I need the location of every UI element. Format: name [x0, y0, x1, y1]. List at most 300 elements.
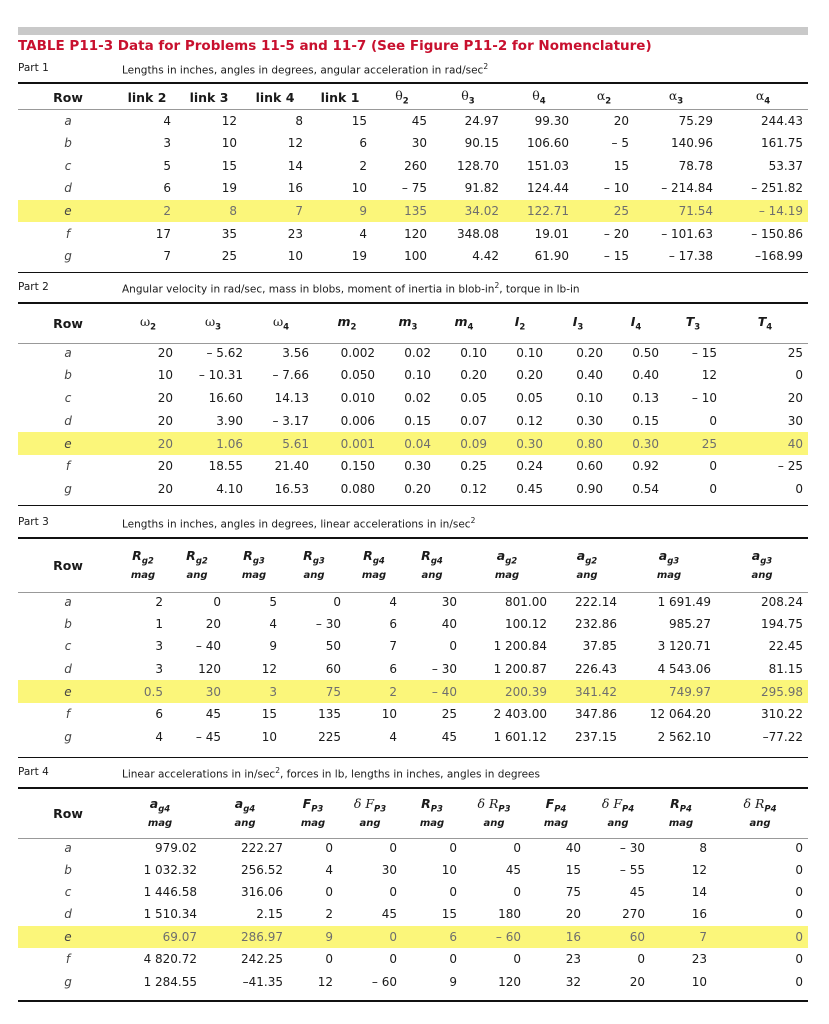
- part4-cell: 40: [565, 841, 581, 856]
- part4-cell: 0: [795, 907, 803, 922]
- part2-cell: 0.40: [576, 368, 603, 383]
- part3-cell: 4: [389, 595, 397, 610]
- part2-cell: 10: [157, 368, 173, 383]
- part4-cell: 256.52: [241, 862, 283, 877]
- part1-cell: 5: [163, 158, 171, 173]
- part1-row-e: [18, 200, 808, 223]
- part3-header-rule: [18, 592, 808, 593]
- part1-cell: 45: [411, 114, 427, 129]
- part3-label: Part 3: [18, 516, 49, 528]
- part4-cell: 8: [699, 841, 707, 856]
- part2-col-header: $I_4$: [630, 313, 642, 333]
- part3-cell: 749.97: [622, 680, 716, 703]
- part1-cell: 25: [221, 249, 237, 264]
- part1-row-label: e: [18, 200, 118, 223]
- part4-cell: 1 284.55: [143, 974, 197, 989]
- part4-cell: 0: [325, 841, 333, 856]
- part1-label: Part 1: [18, 62, 49, 74]
- part1-cell: – 17.38: [668, 249, 713, 264]
- part2-col-header: $I_3$: [572, 313, 584, 333]
- part1-cell: – 101.63: [661, 226, 713, 241]
- part4-cell: 15: [565, 862, 581, 877]
- part1-col-header: link 1: [320, 89, 360, 105]
- part3-col-header: $R_{g2}$ ang: [186, 548, 208, 581]
- part2-cell: 0.20: [404, 482, 431, 497]
- part4-cell: 0: [338, 926, 402, 948]
- part4-cell: 2.15: [256, 907, 283, 922]
- part4-cell: 120: [498, 974, 521, 989]
- part3-cell: 120: [198, 662, 221, 677]
- part2-col-header: $\omega_4$: [272, 313, 290, 333]
- part1-cell: – 15: [603, 249, 629, 264]
- part3-cell: 135: [318, 707, 341, 722]
- part3-cell: 2: [346, 680, 402, 703]
- part2-cell: 0.15: [404, 413, 431, 428]
- part2-cell: 5.61: [248, 432, 314, 455]
- part1-top-rule: [18, 82, 808, 84]
- part3-cell: 0.5: [118, 680, 168, 703]
- part2-cell: 0.12: [516, 413, 543, 428]
- top-bar: [18, 27, 808, 35]
- part2-row-b: [18, 364, 808, 387]
- part2-cell: 14.13: [274, 390, 309, 405]
- part1-row-label: g: [64, 249, 72, 264]
- part1-cell: 8: [176, 200, 242, 223]
- part2-col-header: Row: [53, 315, 83, 331]
- part4-cell: 222.27: [241, 841, 283, 856]
- part2-cell: 0: [709, 413, 717, 428]
- part2-cell: 20: [118, 432, 178, 455]
- part4-cell: 4: [325, 862, 333, 877]
- part1-cell: 244.43: [761, 114, 803, 129]
- part2-header-rule: [18, 343, 808, 344]
- part4-row-label: g: [64, 974, 72, 989]
- part3-row-label: c: [64, 639, 72, 654]
- part2-cell: 0.10: [516, 346, 543, 361]
- part1-cell: 34.02: [432, 200, 504, 223]
- part2-cell: 0.30: [576, 413, 603, 428]
- part1-col-header: Row: [53, 89, 83, 105]
- part2-cell: 0.001: [314, 432, 380, 455]
- part2-cell: 25: [664, 432, 722, 455]
- part2-cell: 0.150: [340, 459, 375, 474]
- part4-cell: 316.06: [241, 884, 283, 899]
- part4-cell: 0: [637, 952, 645, 967]
- part4-cell: 15: [441, 907, 457, 922]
- part1-cell: 35: [221, 226, 237, 241]
- part2-cell: 0.50: [632, 346, 659, 361]
- part4-col-header: $a_{g4}$ mag: [147, 796, 173, 829]
- part1-header-rule: [18, 109, 808, 110]
- part3-cell: 5: [269, 595, 277, 610]
- part2-col-header: $m_2$: [337, 313, 357, 333]
- part2-cell: 1.06: [178, 432, 248, 455]
- part1-cell: 19: [221, 181, 237, 196]
- part1-cell: 2: [359, 158, 367, 173]
- part1-cell: 8: [295, 114, 303, 129]
- part4-cell: 20: [565, 907, 581, 922]
- part4-row-c: [18, 881, 808, 903]
- part1-cell: 78.78: [678, 158, 713, 173]
- part3-col-header: $R_{g3}$ mag: [241, 548, 267, 581]
- part2-col-header: $T_4$: [757, 313, 773, 333]
- part3-cell: 37.85: [582, 639, 617, 654]
- part1-description: Lengths in inches, angles in degrees, angular acceleration in rad/$\sec^2$: [122, 62, 489, 77]
- part3-cell: 208.24: [761, 595, 803, 610]
- part2-cell: 20: [787, 390, 803, 405]
- part1-cell: 2: [118, 200, 176, 223]
- part3-cell: 1 200.84: [493, 639, 547, 654]
- part2-cell: 0.90: [576, 482, 603, 497]
- part3-row-d: [18, 658, 808, 681]
- part4-cell: 0: [389, 884, 397, 899]
- part3-cell: 6: [389, 662, 397, 677]
- part2-cell: 0.010: [340, 390, 375, 405]
- part4-cell: 1 032.32: [143, 862, 197, 877]
- part2-cell: – 3.17: [272, 413, 309, 428]
- part3-cell: 2 562.10: [657, 729, 711, 744]
- part3-row-f: [18, 703, 808, 726]
- part2-row-d: [18, 409, 808, 432]
- part4-cell: 2: [325, 907, 333, 922]
- part3-cell: 60: [325, 662, 341, 677]
- part1-cell: 14: [287, 158, 303, 173]
- part1-cell: 12: [287, 136, 303, 151]
- part4-cell: 45: [629, 884, 645, 899]
- part2-cell: 0.10: [576, 390, 603, 405]
- part4-cell: 0: [449, 841, 457, 856]
- part3-cell: 295.98: [716, 680, 808, 703]
- part1-cell: 10: [351, 181, 367, 196]
- part4-row-d: [18, 903, 808, 925]
- part2-cell: 0.080: [340, 482, 375, 497]
- part4-col-header: $R_{P4}$ mag: [668, 796, 694, 829]
- part1-cell: 75.29: [678, 114, 713, 129]
- part2-label: Part 2: [18, 281, 49, 293]
- part1-cell: 6: [359, 136, 367, 151]
- part3-cell: 15: [261, 707, 277, 722]
- part4-cell: 1 446.58: [143, 884, 197, 899]
- part2-cell: 0.92: [632, 459, 659, 474]
- part2-cell: 0: [709, 482, 717, 497]
- part3-row-a: [18, 590, 808, 613]
- part3-cell: 10: [381, 707, 397, 722]
- part3-cell: 20: [205, 616, 221, 631]
- part3-cell: 4: [155, 729, 163, 744]
- part3-cell: 3: [155, 639, 163, 654]
- part4-cell: 75: [565, 884, 581, 899]
- part1-cell: –168.99: [755, 249, 803, 264]
- part2-cell: 0.80: [548, 432, 608, 455]
- part2-col-header: $I_2$: [514, 313, 526, 333]
- part2-cell: 0.13: [632, 390, 659, 405]
- part2-cell: – 5.62: [206, 346, 243, 361]
- part2-row-a: [18, 341, 808, 364]
- part3-cell: 22.45: [768, 639, 803, 654]
- part4-cell: 0: [795, 841, 803, 856]
- part4-cell: 16: [526, 926, 586, 948]
- part4-header-rule: [18, 838, 808, 839]
- part2-cell: 0: [709, 459, 717, 474]
- part4-cell: 270: [622, 907, 645, 922]
- part2-row-label: b: [64, 368, 72, 383]
- part2-row-label: d: [64, 413, 72, 428]
- part3-cell: – 30: [431, 662, 457, 677]
- part1-cell: 15: [613, 158, 629, 173]
- part4-row-f: [18, 948, 808, 970]
- part2-cell: 0.02: [404, 390, 431, 405]
- part2-cell: 0.05: [460, 390, 487, 405]
- part2-row-label: f: [65, 459, 71, 474]
- part3-cell: 222.14: [575, 595, 617, 610]
- part3-cell: 45: [205, 707, 221, 722]
- part4-col-header: δ $F_{P4}$ ang: [601, 796, 635, 829]
- part4-col-header: δ $R_{P4}$ ang: [743, 796, 777, 829]
- part1-row-label: c: [64, 158, 72, 173]
- part3-cell: 200.39: [462, 680, 552, 703]
- part4-cell: 12: [691, 862, 707, 877]
- part4-cell: 20: [629, 974, 645, 989]
- part4-cell: 0: [325, 952, 333, 967]
- part4-cell: 9: [288, 926, 338, 948]
- part4-row-label: c: [64, 884, 72, 899]
- part2-cell: 0.30: [404, 459, 431, 474]
- part1-cell: 12: [221, 114, 237, 129]
- part3-cell: 75: [282, 680, 346, 703]
- part2-row-label: e: [18, 432, 118, 455]
- part3-col-header: $R_{g4}$ ang: [421, 548, 443, 581]
- part1-row-label: a: [64, 114, 72, 129]
- part4-cell: 9: [449, 974, 457, 989]
- part3-cell: 40: [441, 616, 457, 631]
- part4-col-header: Row: [53, 805, 83, 821]
- part4-cell: 30: [381, 862, 397, 877]
- part1-cell: 4: [359, 226, 367, 241]
- part2-col-header: $\omega_2$: [139, 313, 157, 333]
- part1-cell: 161.75: [761, 136, 803, 151]
- part2-cell: 40: [722, 432, 808, 455]
- part1-cell: 9: [308, 200, 372, 223]
- part3-cell: 1 691.49: [657, 595, 711, 610]
- part1-cell: – 5: [611, 136, 629, 151]
- part4-top-rule: [18, 787, 808, 789]
- part3-cell: 0: [449, 639, 457, 654]
- part3-col-header: $a_{g3}$ ang: [751, 548, 773, 581]
- part3-cell: 225: [318, 729, 341, 744]
- part3-row-label: e: [18, 680, 118, 703]
- part4-col-header: δ $F_{P3}$ ang: [353, 796, 387, 829]
- part4-cell: 7: [650, 926, 712, 948]
- part2-cell: 3.56: [282, 346, 309, 361]
- part3-col-header: $R_{g2}$ mag: [130, 548, 156, 581]
- part2-cell: 0.04: [380, 432, 436, 455]
- part4-row-label: f: [65, 952, 71, 967]
- part2-cell: 0: [795, 482, 803, 497]
- part1-cell: 348.08: [457, 226, 499, 241]
- part4-cell: – 60: [371, 974, 397, 989]
- part4-cell: 0: [513, 884, 521, 899]
- part4-cell: 0: [389, 841, 397, 856]
- part3-row-g: [18, 726, 808, 749]
- part1-col-header: $\alpha_4$: [755, 87, 771, 107]
- part3-cell: 347.86: [575, 707, 617, 722]
- part1-cell: 53.37: [768, 158, 803, 173]
- part1-row-a: [18, 109, 808, 132]
- part3-cell: 6: [389, 616, 397, 631]
- part1-cell: 7: [163, 249, 171, 264]
- part4-row-b: [18, 858, 808, 880]
- part3-cell: – 40: [195, 639, 221, 654]
- part2-row-c: [18, 387, 808, 410]
- part2-cell: 4.10: [216, 482, 243, 497]
- part2-cell: 25: [787, 346, 803, 361]
- part1-cell: 135: [372, 200, 432, 223]
- part1-cell: 99.30: [534, 114, 569, 129]
- part4-col-header: δ $R_{P3}$ ang: [477, 796, 511, 829]
- part4-cell: 0: [513, 952, 521, 967]
- part1-col-header: $\alpha_2$: [596, 87, 612, 107]
- part3-row-label: f: [65, 707, 71, 722]
- part4-col-header: $F_{P4}$ mag: [543, 796, 569, 829]
- part2-row-label: c: [64, 390, 72, 405]
- part4-cell: 1 510.34: [143, 907, 197, 922]
- part4-cell: 0: [795, 884, 803, 899]
- part2-col-header: $\omega_3$: [204, 313, 222, 333]
- part4-row-a: [18, 836, 808, 858]
- part3-row-c: [18, 635, 808, 658]
- part2-cell: 0.05: [516, 390, 543, 405]
- part2-cell: 0.24: [516, 459, 543, 474]
- part1-cell: 91.82: [464, 181, 499, 196]
- part1-row-f: [18, 222, 808, 245]
- part2-cell: 0.30: [492, 432, 548, 455]
- part1-cell: 30: [411, 136, 427, 151]
- part4-row-label: a: [64, 841, 72, 856]
- part3-cell: 0: [333, 595, 341, 610]
- part2-cell: 0.12: [460, 482, 487, 497]
- part2-cell: 0.006: [340, 413, 375, 428]
- part1-row-c: [18, 154, 808, 177]
- part4-cell: 12: [317, 974, 333, 989]
- part3-cell: 12: [261, 662, 277, 677]
- part1-cell: 122.71: [504, 200, 574, 223]
- part3-row-e: [18, 680, 808, 703]
- part4-row-label: e: [18, 926, 118, 948]
- part2-col-header: $m_3$: [398, 313, 418, 333]
- part1-cell: 15: [351, 114, 367, 129]
- part2-cell: 0.40: [632, 368, 659, 383]
- part4-row-label: b: [64, 862, 72, 877]
- part3-row-label: g: [64, 729, 72, 744]
- part1-cell: 6: [163, 181, 171, 196]
- part3-row-label: b: [64, 616, 72, 631]
- part2-cell: 20: [157, 346, 173, 361]
- part1-cell: 4: [163, 114, 171, 129]
- part1-col-header: link 2: [127, 89, 167, 105]
- part1-cell: 19: [351, 249, 367, 264]
- part3-col-header: $R_{g3}$ ang: [303, 548, 325, 581]
- part4-cell: 0: [325, 884, 333, 899]
- part2-cell: 0.45: [516, 482, 543, 497]
- part4-cell: 0: [795, 952, 803, 967]
- part1-col-header: $\alpha_3$: [668, 87, 684, 107]
- part4-col-header: $R_{P3}$ mag: [419, 796, 445, 829]
- part3-col-header: $a_{g2}$ ang: [576, 548, 598, 581]
- part3-cell: 1: [155, 616, 163, 631]
- part1-cell: – 14.19: [718, 200, 808, 223]
- part1-row-d: [18, 177, 808, 200]
- part2-cell: – 10: [691, 390, 717, 405]
- part3-cell: 3: [226, 680, 282, 703]
- part4-cell: 6: [402, 926, 462, 948]
- part3-cell: 0: [213, 595, 221, 610]
- part3-col-header: Row: [53, 557, 83, 573]
- part1-col-header: $\theta_3$: [461, 87, 475, 107]
- part3-cell: 194.75: [761, 616, 803, 631]
- part3-cell: 25: [441, 707, 457, 722]
- part2-row-label: g: [64, 482, 72, 497]
- part2-cell: 0.09: [436, 432, 492, 455]
- part4-cell: 242.25: [241, 952, 283, 967]
- part3-col-header: $a_{g2}$ mag: [494, 548, 520, 581]
- part4-cell: 23: [691, 952, 707, 967]
- part3-cell: 2 403.00: [493, 707, 547, 722]
- part2-cell: 20: [157, 390, 173, 405]
- part3-cell: 237.15: [575, 729, 617, 744]
- part2-cell: 12: [701, 368, 717, 383]
- part1-cell: 15: [221, 158, 237, 173]
- part4-bottom-rule: [18, 1000, 808, 1002]
- part1-bottom-rule: [18, 272, 808, 273]
- part3-cell: 4: [269, 616, 277, 631]
- part1-cell: 20: [613, 114, 629, 129]
- part3-cell: – 45: [195, 729, 221, 744]
- part2-cell: 20: [157, 482, 173, 497]
- part4-cell: 4 820.72: [143, 952, 197, 967]
- part3-cell: 310.22: [761, 707, 803, 722]
- part3-cell: 4: [389, 729, 397, 744]
- part2-cell: 0.002: [340, 346, 375, 361]
- part2-cell: 0.30: [608, 432, 664, 455]
- part1-cell: 16: [287, 181, 303, 196]
- part1-row-b: [18, 132, 808, 155]
- part4-cell: – 55: [619, 862, 645, 877]
- part3-bottom-rule: [18, 757, 808, 758]
- part1-col-header: link 3: [189, 89, 229, 105]
- part2-cell: 0.25: [460, 459, 487, 474]
- part4-row-e: [18, 926, 808, 948]
- part1-row-label: d: [64, 181, 72, 196]
- part1-cell: 23: [287, 226, 303, 241]
- part3-col-header: $R_{g4}$ mag: [361, 548, 387, 581]
- part1-cell: 128.70: [457, 158, 499, 173]
- part1-col-header: link 4: [255, 89, 295, 105]
- part1-cell: – 20: [603, 226, 629, 241]
- part3-cell: – 40: [402, 680, 462, 703]
- part2-cell: 0.07: [460, 413, 487, 428]
- part4-cell: 23: [565, 952, 581, 967]
- part1-table: [18, 85, 808, 268]
- part2-cell: 30: [787, 413, 803, 428]
- part1-cell: 3: [163, 136, 171, 151]
- part4-cell: – 60: [462, 926, 526, 948]
- part2-cell: 0.20: [460, 368, 487, 383]
- part4-cell: 286.97: [202, 926, 288, 948]
- part1-cell: 106.60: [527, 136, 569, 151]
- part1-row-label: b: [64, 136, 72, 151]
- part4-cell: 0: [795, 862, 803, 877]
- part3-cell: 226.43: [575, 662, 617, 677]
